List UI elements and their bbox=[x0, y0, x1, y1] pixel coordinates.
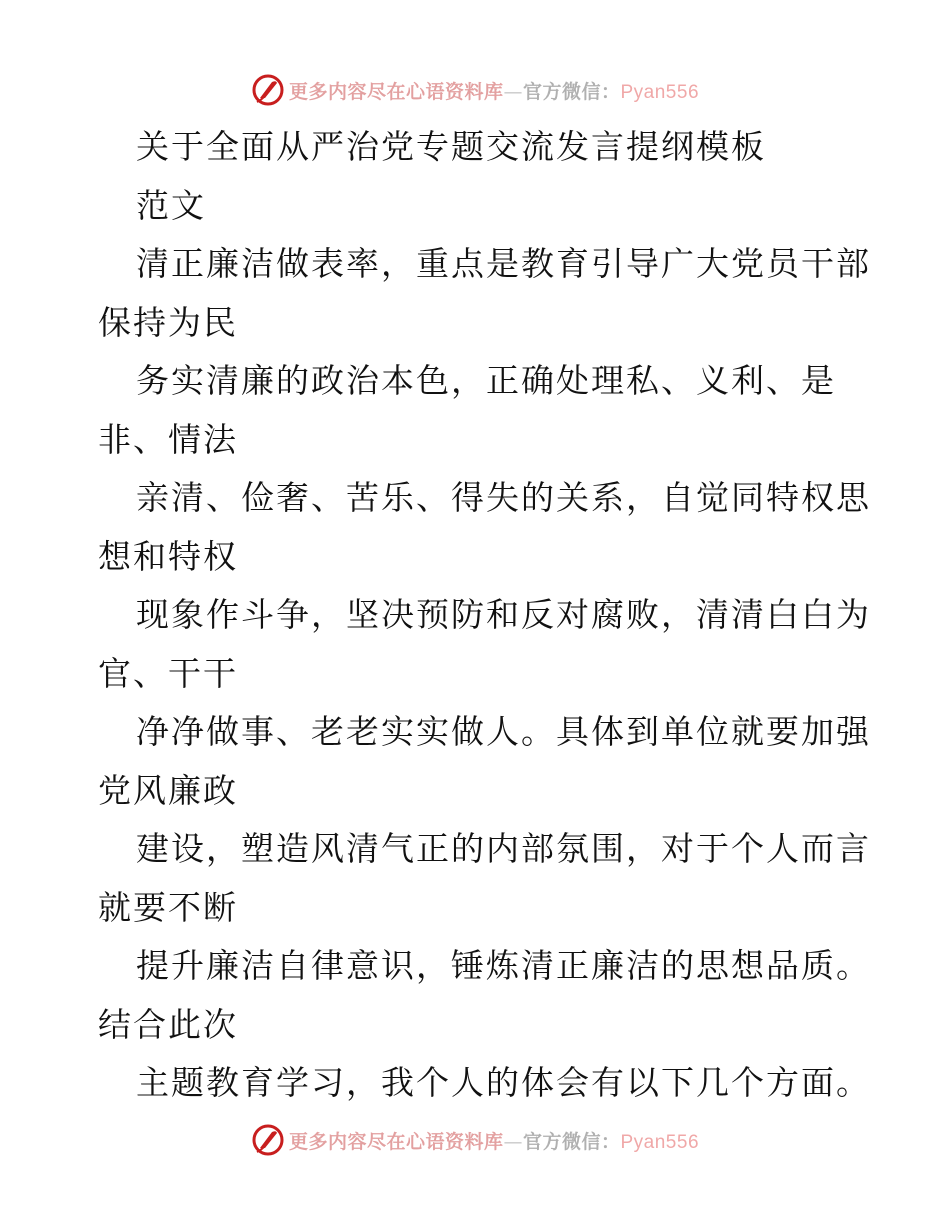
footer-watermark bbox=[0, 1120, 950, 1160]
doc-line: 官、干干 bbox=[98, 653, 238, 693]
doc-line: 保持为民 bbox=[98, 302, 238, 342]
doc-line: 主题教育学习，我个人的体会有以下几个方面。 bbox=[136, 1063, 871, 1102]
doc-line: 务实清廉的政治本色，正确处理私、义利、是 bbox=[136, 361, 836, 400]
watermark-wechat-label: 官方微信： bbox=[522, 1130, 621, 1153]
quill-logo-icon bbox=[251, 1123, 285, 1157]
footer-watermark-text bbox=[289, 1127, 699, 1154]
doc-line: 建设，塑造风清气正的内部氛围，对于个人而言 bbox=[136, 829, 871, 868]
watermark-lead: 更多内容尽在心语资料库 bbox=[288, 1130, 504, 1153]
doc-line: 想和特权 bbox=[98, 536, 238, 576]
doc-line: 非、情法 bbox=[98, 419, 238, 459]
doc-line: 现象作斗争，坚决预防和反对腐败，清清白白为 bbox=[136, 595, 871, 634]
doc-line: 就要不断 bbox=[98, 887, 238, 927]
quill-logo-icon bbox=[251, 73, 285, 107]
header-watermark-text bbox=[289, 77, 699, 104]
watermark-account: Pyan556 bbox=[620, 1131, 700, 1153]
watermark-separator: — bbox=[503, 80, 523, 103]
doc-line: 清正廉洁做表率，重点是教育引导广大党员干部 bbox=[136, 244, 871, 283]
doc-line: 净净做事、老老实实做人。具体到单位就要加强 bbox=[136, 712, 871, 751]
doc-title-line: 关于全面从严治党专题交流发言提纲模板 bbox=[136, 127, 766, 166]
doc-line: 提升廉洁自律意识，锤炼清正廉洁的思想品质。 bbox=[136, 946, 871, 985]
doc-line: 结合此次 bbox=[98, 1004, 238, 1044]
doc-line: 范文 bbox=[136, 185, 206, 225]
document-body bbox=[98, 118, 871, 1113]
watermark-wechat-label: 官方微信： bbox=[522, 80, 621, 103]
watermark-lead: 更多内容尽在心语资料库 bbox=[288, 80, 504, 103]
doc-line: 党风廉政 bbox=[98, 770, 238, 810]
header-watermark bbox=[0, 70, 950, 110]
watermark-separator: — bbox=[503, 1130, 523, 1153]
doc-line: 亲清、俭奢、苦乐、得失的关系，自觉同特权思 bbox=[136, 478, 871, 517]
watermark-account: Pyan556 bbox=[620, 81, 700, 103]
